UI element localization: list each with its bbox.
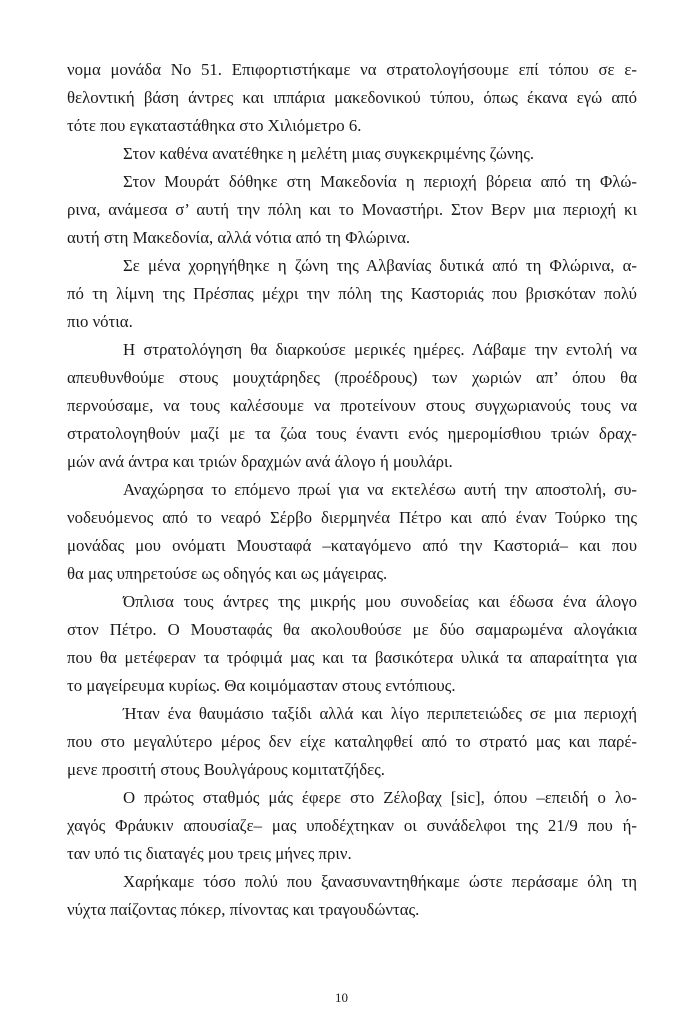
paragraph xyxy=(67,56,637,140)
paragraph xyxy=(67,476,637,588)
text-line: Χαρήκαμε τόσο πολύ που ξανασυναντηθήκαμε ώστε περάσαμε όλη τη xyxy=(123,872,637,891)
paragraph xyxy=(67,700,637,784)
paragraph xyxy=(67,140,637,168)
paragraph xyxy=(67,784,637,868)
paragraph xyxy=(67,168,637,252)
text-line: αυτή στη Μακεδονία, αλλά νότια από τη Φλώρινα. xyxy=(67,228,411,247)
text-line: Ήταν ένα θαυμάσιο ταξίδι αλλά και λίγο περιπετειώδες σε μια περιοχή xyxy=(123,704,637,723)
text-line: πιο νότια. xyxy=(67,312,133,331)
text-line: Η στρατολόγηση θα διαρκούσε μερικές ημέρες. Λάβαμε την εντολή να xyxy=(123,340,637,359)
text-line: νύχτα παίζοντας πόκερ, πίνοντας και τραγουδώντας. xyxy=(67,900,420,919)
text-line: πό τη λίμνη της Πρέσπας μέχρι την πόλη της Καστοριάς που βρισκόταν πολύ xyxy=(67,284,637,303)
text-line: το μαγείρευμα κυρίως. Θα κοιμόμασταν στους εντόπιους. xyxy=(67,676,456,695)
text-line: Ο πρώτος σταθμός μάς έφερε στο Ζέλοβαχ [sic], όπου –επειδή ο λο- xyxy=(123,788,637,807)
text-line: Στον καθένα ανατέθηκε η μελέτη μιας συγκεκριμένης ζώνης. xyxy=(123,144,535,163)
text-line: ρινα, ανάμεσα σ’ αυτή την πόλη και το Μοναστήρι. Στον Βερν μια περιοχή κι xyxy=(67,200,637,219)
text-line: ταν υπό τις διαταγές μου τρεις μήνες πριν. xyxy=(67,844,352,863)
text-line: Στον Μουράτ δόθηκε στη Μακεδονία η περιοχή βόρεια από τη Φλώ- xyxy=(123,172,637,191)
text-line: χαγός Φράυκιν απουσίαζε– μας υποδέχτηκαν οι συνάδελφοι της 21/9 που ή- xyxy=(67,816,637,835)
text-line: θα μας υπηρετούσε ως οδηγός και ως μάγειρας. xyxy=(67,564,388,583)
text-line: περνούσαμε, να τους καλέσουμε να προτείνουν στους συγχωριανούς τους να xyxy=(67,396,637,415)
text-line: Σε μένα χορηγήθηκε η ζώνη της Αλβανίας δυτικά από τη Φλώρινα, α- xyxy=(123,256,637,275)
text-line: τότε που εγκαταστάθηκα στο Χιλιόμετρο 6. xyxy=(67,116,362,135)
body-text xyxy=(67,56,637,924)
text-line: απευθυνθούμε στους μουχτάρηδες (προέδρους) των χωριών απ’ όπου θα xyxy=(67,368,637,387)
text-line: που στο μεγαλύτερο μέρος δεν είχε καταληφθεί από το στρατό μας και παρέ- xyxy=(67,732,637,751)
paragraph xyxy=(67,868,637,924)
text-line: μών ανά άντρα και τριών δραχμών ανά άλογο ή μουλάρι. xyxy=(67,452,453,471)
text-line: στρατολογηθούν μαζί με τα ζώα τους έναντι ενός ημερομίσθιου τριών δραχ- xyxy=(67,424,637,443)
text-line: στον Πέτρο. Ο Μουσταφάς θα ακολουθούσε με δύο σαμαρωμένα αλογάκια xyxy=(67,620,637,639)
paragraph xyxy=(67,336,637,476)
paragraph xyxy=(67,252,637,336)
page-number: 10 xyxy=(335,990,348,1005)
text-line: θελοντική βάση άντρες και ιππάρια μακεδονικού τύπου, όπως έκανα εγώ από xyxy=(67,88,637,107)
text-line: μονάδας μου ονόματι Μουσταφά –καταγόμενο από την Καστοριά– και που xyxy=(67,536,637,555)
text-line: Όπλισα τους άντρες της μικρής μου συνοδείας και έδωσα ένα άλογο xyxy=(123,592,637,611)
text-line: Αναχώρησα το επόμενο πρωί για να εκτελέσω αυτή την αποστολή, συ- xyxy=(123,480,637,499)
text-line: μενε προσιτή στους Βουλγάρους κομιτατζήδες. xyxy=(67,760,385,779)
text-line: νοδευόμενος από το νεαρό Σέρβο διερμηνέα Πέτρο και από έναν Τούρκο της xyxy=(67,508,637,527)
text-line: που θα μετέφεραν τα τρόφιμά μας και τα βασικότερα υλικά τα απαραίτητα για xyxy=(67,648,637,667)
text-line: νομα μονάδα Νο 51. Επιφορτιστήκαμε να στρατολογήσουμε επί τόπου σε ε- xyxy=(67,60,637,79)
paragraph xyxy=(67,588,637,700)
